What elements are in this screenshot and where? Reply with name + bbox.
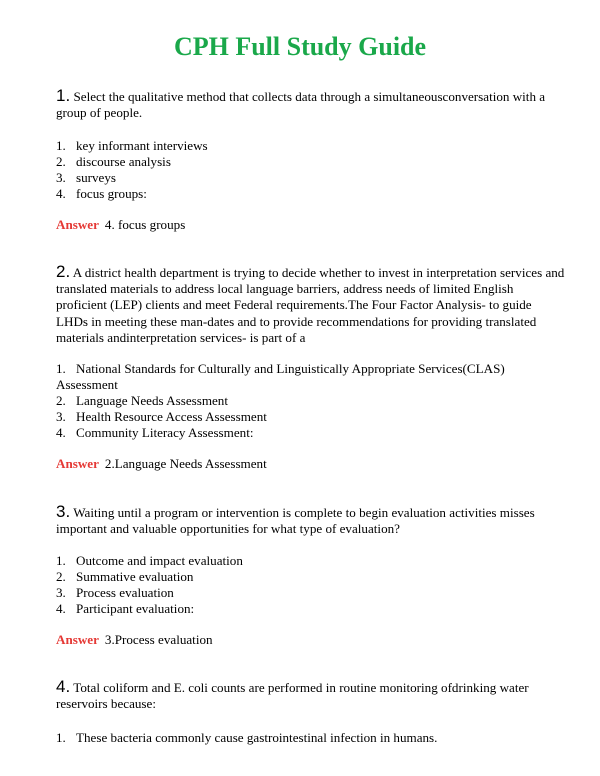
question-number: 2.: [56, 262, 71, 281]
answer-label: Answer: [56, 456, 99, 471]
question-3: [56, 504, 566, 537]
option-item: [56, 393, 566, 409]
option-number: 3.: [56, 409, 66, 424]
option-item: [56, 569, 566, 585]
option-item: [56, 425, 566, 441]
option-item: [56, 730, 566, 746]
option-item: [56, 154, 566, 170]
answer-line: [56, 456, 566, 472]
option-text: focus groups:: [76, 186, 147, 201]
page-title: CPH Full Study Guide: [173, 32, 427, 61]
option-item: [56, 585, 566, 601]
question-text: Total coliform and E. coli counts are performed in routine monitoring ofdrinking water reservoirs because:: [56, 680, 529, 712]
option-text: discourse analysis: [76, 154, 171, 169]
answer-label: Answer: [56, 632, 99, 647]
option-text: Outcome and impact evaluation: [76, 553, 243, 568]
option-text: key informant interviews: [76, 138, 208, 153]
option-item: [56, 553, 566, 569]
option-number: 4.: [56, 186, 66, 201]
option-text: Process evaluation: [76, 585, 174, 600]
question-text: Select the qualitative method that collects data through a simultaneousconversation with a group of people.: [56, 89, 546, 121]
option-text: Summative evaluation: [76, 569, 194, 584]
answer-text: 3.Process evaluation: [104, 632, 213, 647]
option-number: 1.: [56, 361, 66, 376]
option-text: These bacteria commonly cause gastrointestinal infection in humans.: [76, 730, 438, 745]
question-number: 3.: [56, 502, 71, 521]
option-item: [56, 601, 566, 617]
answer-text: 4. focus groups: [104, 217, 186, 232]
option-item: [56, 186, 566, 202]
answer-text: 2.Language Needs Assessment: [104, 456, 267, 471]
option-number: 2.: [56, 569, 66, 584]
option-item: [56, 361, 566, 393]
option-item: [56, 409, 566, 425]
option-number: 4.: [56, 601, 66, 616]
option-number: 3.: [56, 585, 66, 600]
option-number: 1.: [56, 553, 66, 568]
option-number: 3.: [56, 170, 66, 185]
question-number: 1.: [56, 86, 71, 105]
option-number: 2.: [56, 154, 66, 169]
option-text: Language Needs Assessment: [76, 393, 228, 408]
option-number: 4.: [56, 425, 66, 440]
option-text: Health Resource Access Assessment: [76, 409, 267, 424]
option-item: [56, 138, 566, 154]
option-item: [56, 170, 566, 186]
answer-line: [56, 217, 566, 233]
question-number: 4.: [56, 677, 71, 696]
answer-line: [56, 632, 566, 648]
option-text: Participant evaluation:: [76, 601, 195, 616]
option-number: 1.: [56, 730, 66, 745]
option-text: Community Literacy Assessment:: [76, 425, 254, 440]
question-2: [56, 264, 566, 346]
option-text: National Standards for Culturally and Linguistically Appropriate Services(CLAS) Assessment: [56, 361, 505, 392]
answer-label: Answer: [56, 217, 99, 232]
option-number: 1.: [56, 138, 66, 153]
option-text: surveys: [76, 170, 117, 185]
question-1: [56, 88, 566, 121]
option-number: 2.: [56, 393, 66, 408]
question-text: A district health department is trying to decide whether to invest in interpretation services and translated materials to address local language barriers, address needs of limited English proficient (LEP) clients and meet Federal requirements.The Four Factor Analysis- to guide LHDs in meeting these man-dates and to provide recommendations for providing translated materials andinterpretation services- is part of a: [56, 265, 565, 345]
question-text: Waiting until a program or intervention is complete to begin evaluation activities misses important and valuable opportunities for what type of evaluation?: [56, 505, 535, 537]
question-4: [56, 679, 566, 712]
